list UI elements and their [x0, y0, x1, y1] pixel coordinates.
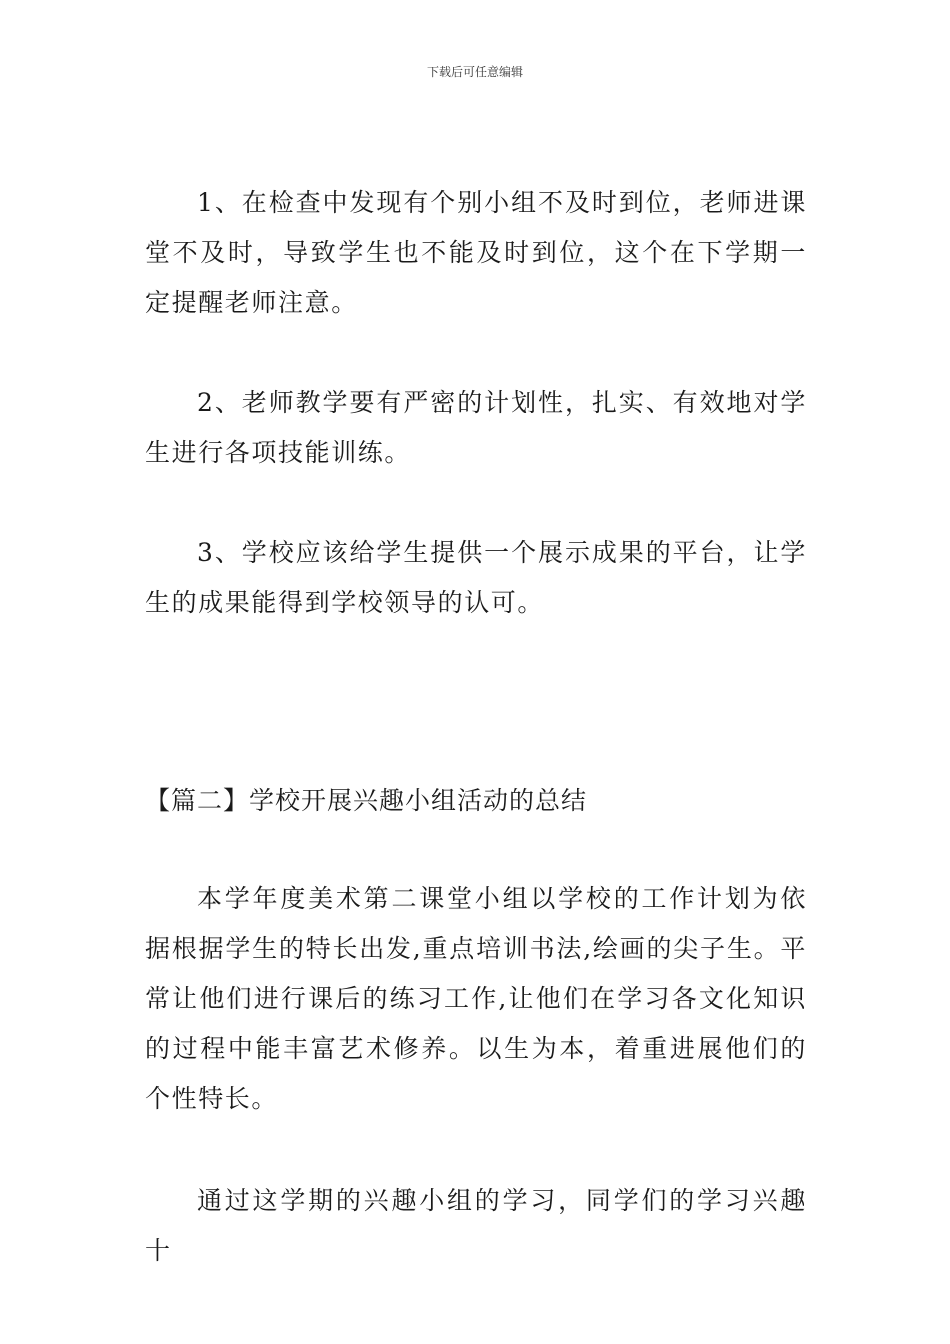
body-paragraph-1: 本学年度美术第二课堂小组以学校的工作计划为依据根据学生的特长出发,重点培训书法,绘画的尖子生。平常让他们进行课后的练习工作,让他们在学习各文化知识的过程中能丰富艺术修养。以生为本，着重进展他们的个性特长。: [145, 884, 807, 1113]
paragraph-spacer: [145, 1124, 807, 1176]
list-item-2: 2、老师教学要有严密的计划性，扎实、有效地对学生进行各项技能训练。: [145, 388, 807, 467]
document-body: [145, 178, 807, 1276]
paragraph-spacer: [145, 328, 807, 378]
paragraph-spacer: [145, 478, 807, 528]
paragraph-spacer: [145, 826, 807, 874]
list-item-1: 1、在检查中发现有个别小组不及时到位，老师进课堂不及时，导致学生也不能及时到位，这个在下学期一定提醒老师注意。: [145, 188, 807, 317]
body-paragraph-2: 通过这学期的兴趣小组的学习，同学们的学习兴趣十: [145, 1186, 807, 1265]
list-item-3: 3、学校应该给学生提供一个展示成果的平台，让学生的成果能得到学校领导的认可。: [145, 538, 807, 617]
section-title: 【篇二】学校开展兴趣小组活动的总结: [145, 786, 588, 815]
page-header-note: 下载后可任意编辑: [426, 65, 523, 79]
section-spacer: [145, 628, 807, 776]
